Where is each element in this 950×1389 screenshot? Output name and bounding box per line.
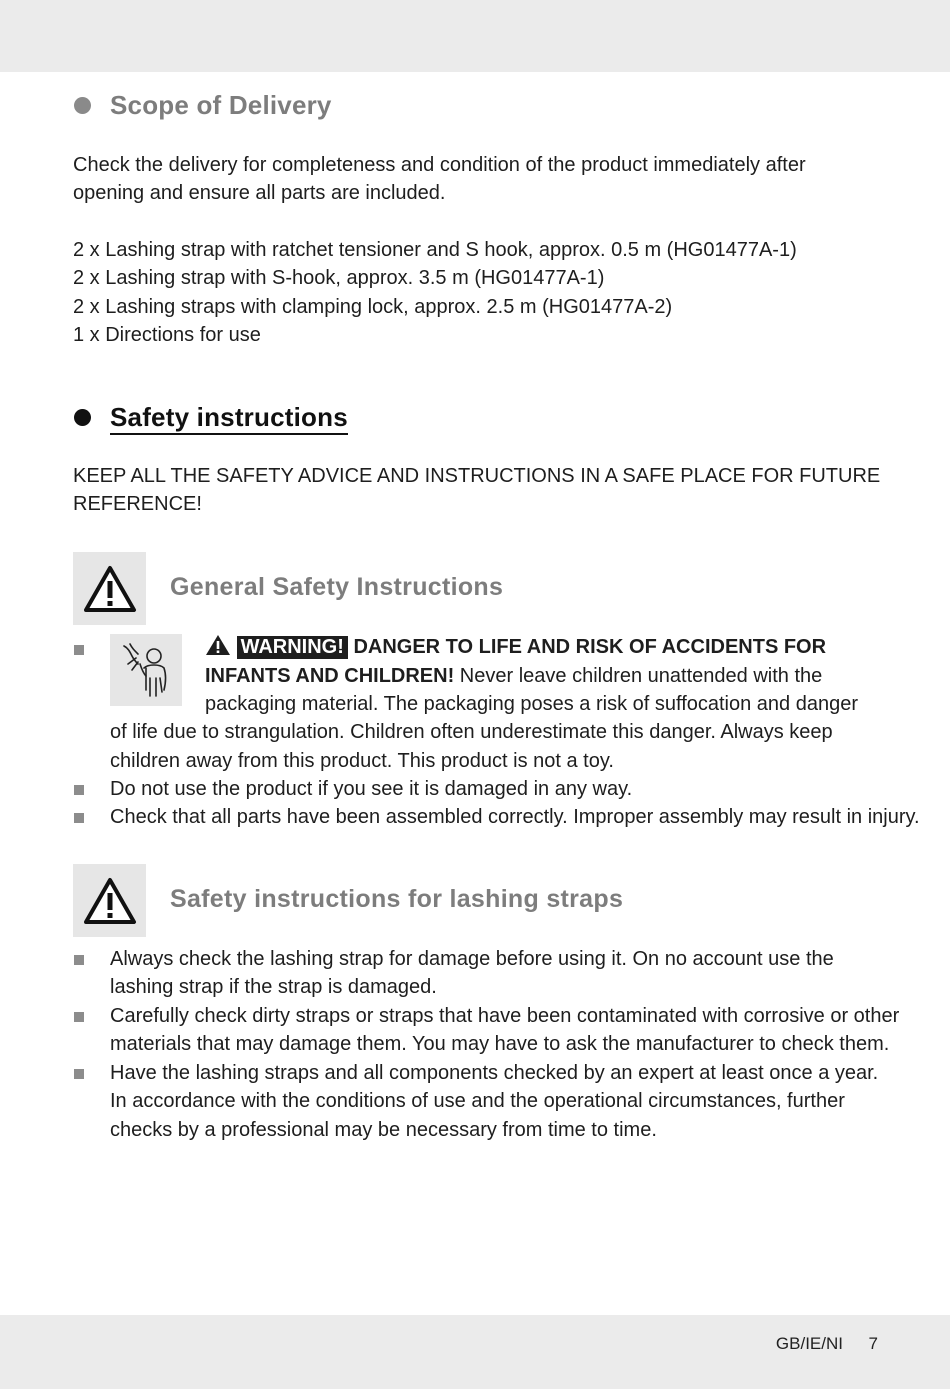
- bullet-square: [74, 1012, 84, 1022]
- warning-triangle-box: [73, 552, 146, 625]
- warning-badge: WARNING!: [237, 636, 348, 659]
- general-bullet: Check that all parts have been assembled correctly. Improper assembly may result in injury.: [110, 806, 920, 828]
- keep-instructions: [73, 462, 880, 519]
- keep-line: REFERENCE!: [73, 493, 202, 516]
- top-band: [0, 0, 950, 72]
- scope-intro-line: opening and ensure all parts are included.: [73, 182, 446, 205]
- keep-line: KEEP ALL THE SAFETY ADVICE AND INSTRUCTIONS IN A SAFE PLACE FOR FUTURE: [73, 465, 881, 487]
- lashing-bullet: [110, 1059, 878, 1144]
- section-bullet: [74, 97, 91, 114]
- warning-text: Never leave children unattended with the: [454, 665, 823, 687]
- warning-line-4: of life due to strangulation. Children often underestimate this danger. Always keep: [110, 721, 833, 743]
- bullet-square: [74, 645, 84, 655]
- lashing-heading: Safety instructions for lashing straps: [170, 885, 624, 913]
- bullet-square: [74, 1069, 84, 1079]
- warning-title-2: INFANTS AND CHILDREN!: [205, 665, 455, 687]
- warning-triangle-box: [73, 864, 146, 937]
- bullet-square: [74, 955, 84, 965]
- scope-intro-line: Check the delivery for completeness and condition of the product immediately after: [73, 154, 806, 176]
- scope-item: 1 x Directions for use: [73, 324, 261, 347]
- lashing-bullet-line: Have the lashing straps and all components checked by an expert at least once a year.: [110, 1062, 879, 1084]
- scope-item: 2 x Lashing straps with clamping lock, approx. 2.5 m (HG01477A-2): [73, 295, 673, 318]
- scope-item: 2 x Lashing strap with ratchet tensioner and S hook, approx. 0.5 m (HG01477A-1): [73, 239, 797, 261]
- lashing-bullet-line: In accordance with the conditions of use and the operational circumstances, further: [110, 1090, 845, 1113]
- bullet-square: [74, 785, 84, 795]
- lashing-bullet-line: lashing strap if the strap is damaged.: [110, 976, 437, 999]
- child-warning-icon: [110, 634, 182, 706]
- page-number: 7: [868, 1334, 878, 1353]
- safety-heading: Safety instructions: [110, 402, 348, 435]
- bullet-square: [74, 813, 84, 823]
- lashing-bullet-line: checks by a professional may be necessary from time to time.: [110, 1118, 657, 1141]
- scope-intro: [73, 151, 806, 208]
- scope-heading: Scope of Delivery: [110, 90, 332, 120]
- warning-line-1: [205, 633, 826, 661]
- general-heading: General Safety Instructions: [170, 573, 504, 601]
- warning-line-2: [205, 662, 822, 690]
- warning-title: DANGER TO LIFE AND RISK OF ACCIDENTS FOR: [353, 636, 827, 658]
- small-warning-icon: [205, 634, 231, 656]
- warning-triangle-icon: [83, 565, 137, 613]
- warning-line-3: packaging material. The packaging poses a risk of suffocation and danger: [205, 693, 859, 715]
- lashing-bullet: [110, 945, 834, 1002]
- lashing-bullet-line: materials that may damage them. You may have to ask the manufacturer to check them.: [110, 1033, 890, 1056]
- section-bullet: [74, 409, 91, 426]
- lashing-bullet: [110, 1002, 899, 1059]
- child-warning-pictogram: [110, 634, 182, 706]
- lashing-bullet-line: Always check the lashing strap for damage before using it. On no account use the: [110, 948, 834, 970]
- scope-items: [73, 236, 797, 350]
- general-bullet: Do not use the product if you see it is damaged in any way.: [110, 778, 633, 800]
- warning-line-5: children away from this product. This product is not a toy.: [110, 750, 614, 772]
- scope-item: 2 x Lashing strap with S-hook, approx. 3.5 m (HG01477A-1): [73, 267, 605, 290]
- warning-triangle-icon: [83, 877, 137, 925]
- footer-region-code: GB/IE/NI: [775, 1334, 843, 1353]
- lashing-bullet-line: Carefully check dirty straps or straps that have been contaminated with corrosive or other: [110, 1005, 900, 1027]
